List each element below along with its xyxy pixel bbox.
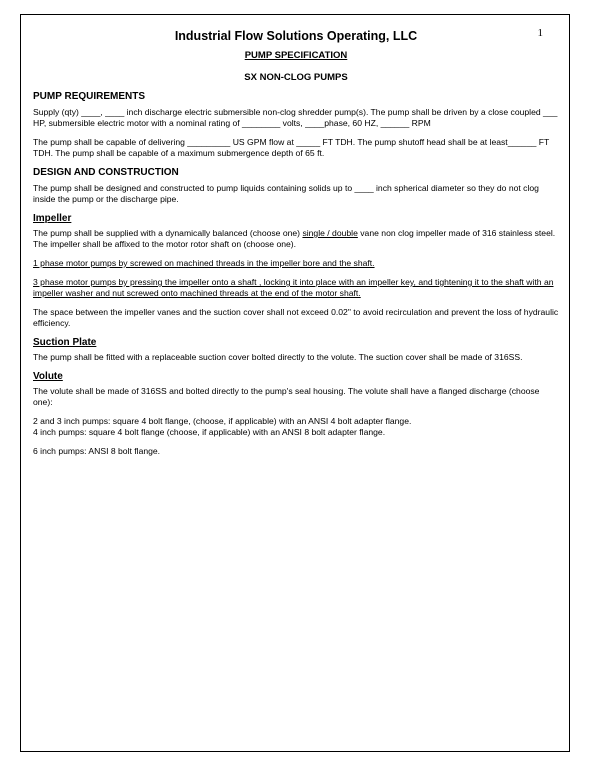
design-paragraph-1: The pump shall be designed and constructed to pump liquids containing solids up to ____ inch spherical diameter so they do not clog inside the pump or the discharge pipe. — [33, 183, 539, 204]
suction-plate-paragraph: The pump shall be fitted with a replaceable suction cover bolted directly to the volute. The suction cover shall be made of 316SS. — [33, 352, 523, 362]
volute-paragraph-2-3-inch: 2 and 3 inch pumps: square 4 bolt flange, (choose, if applicable) with an ANSI 4 bolt adapter flange. — [33, 416, 412, 426]
document-title: PUMP SPECIFICATION — [244, 50, 348, 61]
suction-plate-heading: Suction Plate — [33, 337, 97, 348]
impeller-paragraph-clearance: The space between the impeller vanes and the suction cover shall not exceed 0.02" to avoid recirculation and prevent the loss of hydraulic efficiency. — [33, 307, 559, 328]
impeller-paragraph-3-phase: 3 phase motor pumps by pressing the impeller onto a shaft , locking it into place with an impeller key, and tightening it to the shaft with an impeller washer and nut screwed onto machined threads at the end of the motor shaft. — [33, 277, 554, 298]
company-name: Industrial Flow Solutions Operating, LLC — [174, 29, 418, 43]
impeller-heading: Impeller — [33, 213, 72, 224]
volute-heading: Volute — [33, 371, 63, 382]
pump-requirements-heading: PUMP REQUIREMENTS — [33, 91, 146, 102]
document-page — [20, 14, 570, 752]
volute-paragraph-1: The volute shall be made of 316SS and bolted directly to the pump's seal housing. The volute shall have a flanged discharge (choose one): — [33, 386, 540, 407]
impeller-paragraph-1 — [33, 228, 559, 250]
design-construction-heading: DESIGN AND CONSTRUCTION — [33, 167, 179, 178]
impeller-choice-single-double: single / double — [302, 228, 358, 238]
pump-requirements-paragraph-1: Supply (qty) ____, ____ inch discharge electric submersible non-clog shredder pump(s). The pump shall be driven by a close coupled ___ HP, submersible electric motor with a nominal rating of ________ volts, ____phase, 60 HZ, ______ RPM — [33, 107, 558, 128]
impeller-text-a: The pump shall be supplied with a dynamically balanced (choose one) — [33, 228, 303, 238]
volute-paragraph-4-inch: 4 inch pumps: square 4 bolt flange (choose, if applicable) with an ANSI 8 bolt adapter flange. — [33, 427, 386, 437]
impeller-paragraph-1-phase: 1 phase motor pumps by screwed on machined threads in the impeller bore and the shaft. — [33, 258, 375, 268]
document-content — [33, 29, 559, 465]
pump-requirements-paragraph-2: The pump shall be capable of delivering _________ US GPM flow at _____ FT TDH. The pump shutoff head shall be at least______ FT TDH. The pump shall be capable of a maximum submergence depth of 65 ft. — [33, 137, 550, 158]
volute-paragraph-6-inch: 6 inch pumps: ANSI 8 bolt flange. — [33, 446, 161, 456]
document-subtitle: SX NON-CLOG PUMPS — [244, 72, 348, 83]
page-number: 1 — [537, 27, 543, 39]
impeller-text-b: vane non clog impeller made of 316 stainless steel. The impeller shall be affixed to the motor rotor shaft on (choose one). — [33, 228, 556, 249]
